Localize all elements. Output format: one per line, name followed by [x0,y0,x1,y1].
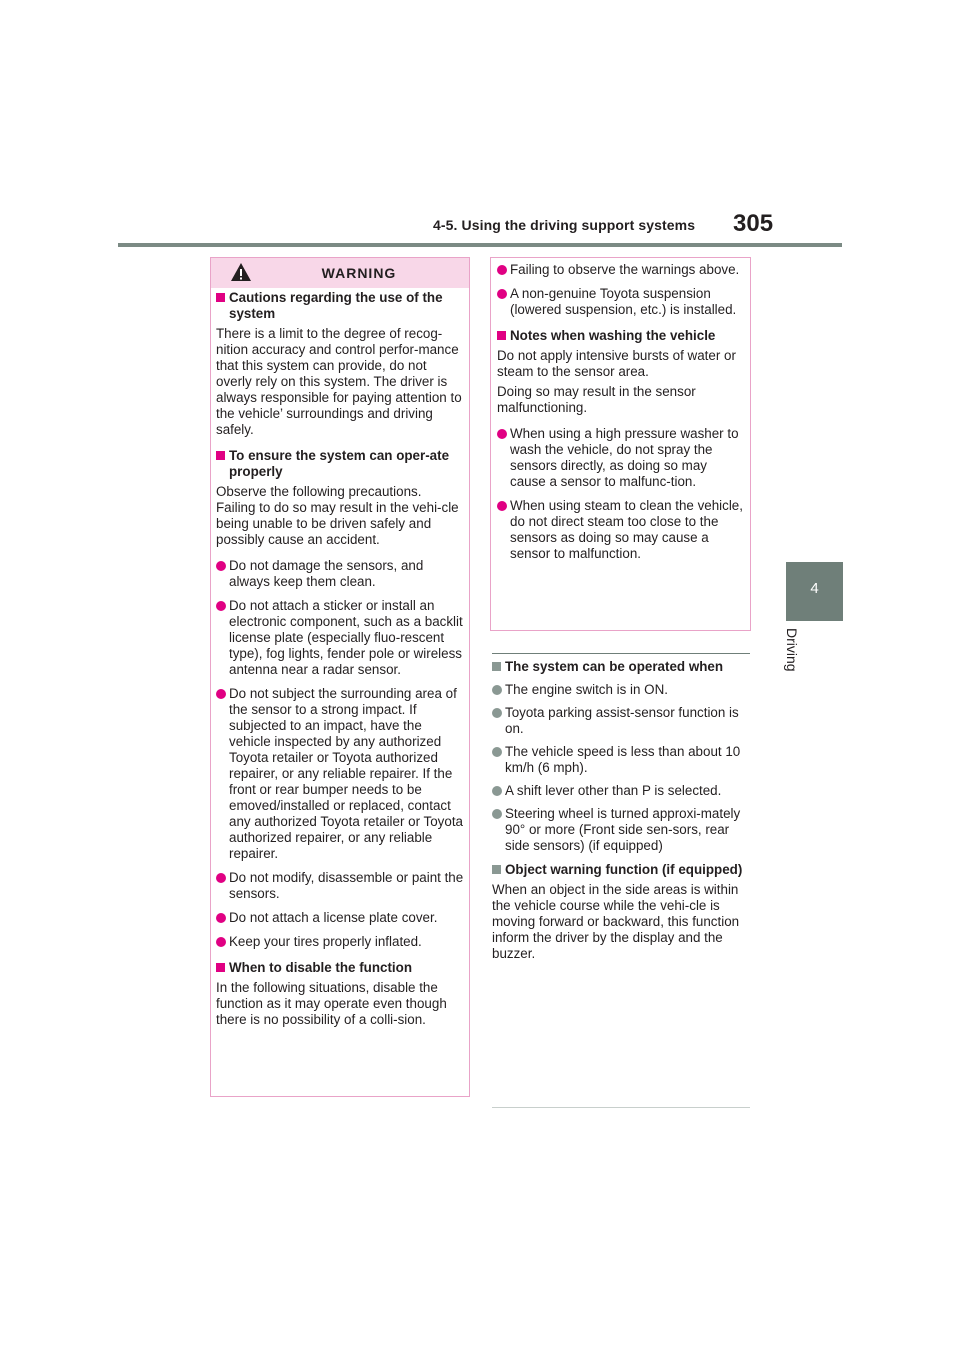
warning-bullet: Keep your tires properly inflated. [216,934,464,950]
bullet-dot-icon [492,708,502,718]
warning-paragraph: In the following situations, disable the function as it may operate even though there is no possibility of a colli-sion. [216,980,447,1027]
square-bullet-icon [216,963,225,972]
bullet-dot-icon [216,601,226,611]
info-content [492,659,750,962]
page-number: 305 [733,210,774,237]
warning-bullet: Failing to observe the warnings above. [497,262,745,278]
warning-heading: Notes when washing the vehicle [497,328,745,344]
section-bottom-rule [492,1107,750,1108]
bullet-dot-icon [492,786,502,796]
warning-bullet: Do not damage the sensors, and always keep them clean. [216,558,464,590]
info-bullet: Toyota parking assist-sensor function is on. [492,705,750,737]
section-divider [492,653,750,654]
warning-bullet: Do not modify, disassemble or paint the sensors. [216,870,464,902]
info-bullet: Steering wheel is turned approxi-mately 90° or more (Front side sen-sors, rear side sensors) (if equipped) [492,806,750,854]
bullet-dot-icon [492,809,502,819]
chapter-number: 4 [810,580,819,597]
warning-bullet: Do not attach a sticker or install an electronic component, such as a backlit license plate (especially fluo-rescent type), fog lights, fender pole or wireless antenna near a radar sensor. [216,598,464,678]
warning-paragraph: Do not apply intensive bursts of water or steam to the sensor area. [497,348,736,379]
info-bullet: A shift lever other than P is selected. [492,783,750,799]
info-bullet: The vehicle speed is less than about 10 km/h (6 mph). [492,744,750,776]
warning-bullet: When using a high pressure washer to wash the vehicle, do not spray the sensors directly, as doing so may cause a sensor to malfunc-tion. [497,426,745,490]
square-bullet-icon [216,293,225,302]
bullet-dot-icon [216,689,226,699]
bullet-dot-icon [497,289,507,299]
chapter-label-text: Driving [784,628,800,672]
bullet-dot-icon [216,937,226,947]
warning-heading: When to disable the function [216,960,464,976]
bullet-dot-icon [492,747,502,757]
warning-continued-content [497,262,745,562]
warning-bullet: A non-genuine Toyota suspension (lowered suspension, etc.) is installed. [497,286,745,318]
header-rule [118,243,842,247]
square-bullet-icon [492,662,501,671]
chapter-label [780,626,810,686]
section-title: 4-5. Using the driving support systems [433,217,696,233]
warning-header [211,258,469,288]
bullet-dot-icon [497,429,507,439]
bullet-dot-icon [216,913,226,923]
bullet-dot-icon [497,265,507,275]
info-bullet: The engine switch is in ON. [492,682,750,698]
warning-paragraph: Doing so may result in the sensor malfunctioning. [497,384,696,415]
bullet-dot-icon [216,561,226,571]
warning-title: WARNING [321,265,397,281]
warning-content [216,290,464,1028]
warning-paragraph: There is a limit to the degree of recog-nition accuracy and control perfor-mance that this system can provide, do not overly rely on this system. The driver is always responsible for paying attention to the vehicle’ surroundings and driving safely. [216,326,462,437]
square-bullet-icon [492,865,501,874]
warning-bullet: Do not attach a license plate cover. [216,910,464,926]
warning-paragraph: Observe the following precautions. Failing to do so may result in the vehi-cle being unable to be driven safely and possibly cause an accident. [216,484,459,547]
bullet-dot-icon [492,685,502,695]
square-bullet-icon [216,451,225,460]
warning-heading: Cautions regarding the use of the system [216,290,464,322]
warning-heading: To ensure the system can oper-ate properly [216,448,464,480]
info-heading: Object warning function (if equipped) [492,862,750,878]
warning-bullet: Do not subject the surrounding area of the sensor to a strong impact. If subjected to an impact, have the vehicle inspected by any authorized Toyota retailer or Toyota authorized repairer, or any reliable repairer. If the front or rear bumper needs to be emoved/installed or replaced, contact any authorized Toyota retailer or Toyota authorized repairer, or any reliable repairer. [216,686,464,862]
square-bullet-icon [497,331,506,340]
info-paragraph: When an object in the side areas is within the vehicle course while the vehi-cle is moving forward or backward, this function inform the driver by the display and the buzzer. [492,882,740,961]
bullet-dot-icon [497,501,507,511]
info-heading: The system can be operated when [492,659,750,675]
bullet-dot-icon [216,873,226,883]
warning-bullet: When using steam to clean the vehicle, do not direct steam too close to the sensors as doing so may cause a sensor to malfunction. [497,498,745,562]
